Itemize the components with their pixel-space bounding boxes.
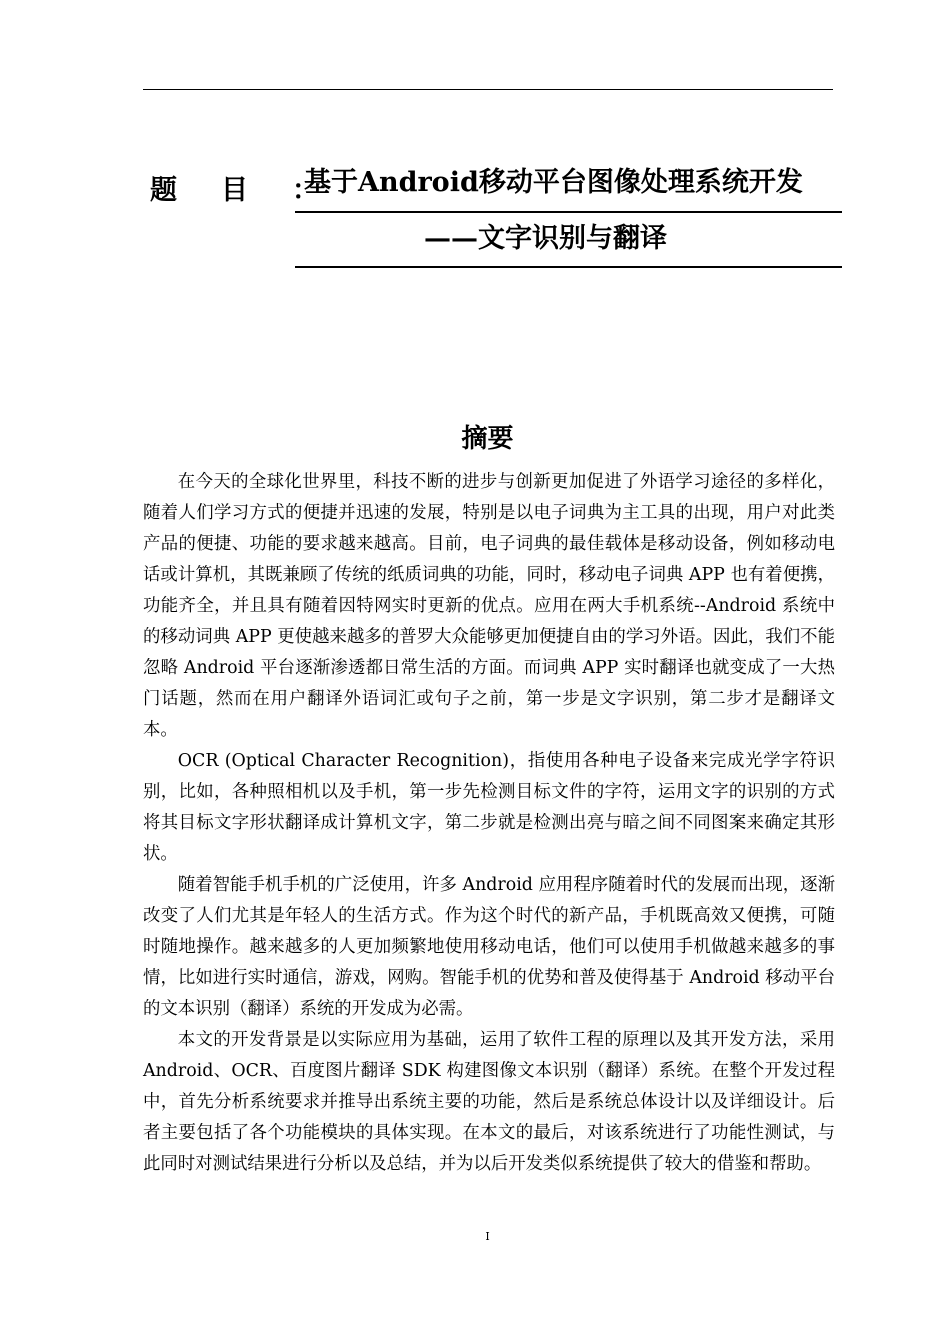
abstract-body xyxy=(143,467,835,1180)
header-rule xyxy=(143,89,833,90)
thesis-subtitle: ——文字识别与翻译 xyxy=(424,223,667,254)
title-underline-2 xyxy=(295,266,842,268)
thesis-title: 基于Android移动平台图像处理系统开发 xyxy=(304,167,803,198)
abstract-paragraph: 本文的开发背景是以实际应用为基础，运用了软件工程的原理以及其开发方法，采用 Android、OCR、百度图片翻译 SDK 构建图像文本识别（翻译）系统。在整个开发过程中，首先分析系统要求并推导出系统主要的功能，然后是系统总体设计以及详细设计。后者主要包括了各个功能模块的具体实现。在本文的最后，对该系统进行了功能性测试，与此同时对测试结果进行分析以及总结，并为以后开发类似系统提供了较大的借鉴和帮助。 xyxy=(143,1030,835,1174)
page-number: I xyxy=(485,1230,490,1243)
abstract-paragraph: OCR (Optical Character Recognition)，指使用各种电子设备来完成光学字符识别，比如，各种照相机以及手机，第一步先检测目标文件的字符，运用文字的识别的方式将其目标文字形状翻译成计算机文字，第二步就是检测出亮与暗之间不同图案来确定其形状。 xyxy=(143,751,835,864)
abstract-paragraph: 在今天的全球化世界里，科技不断的进步与创新更加促进了外语学习途径的多样化，随着人们学习方式的便捷并迅速的发展，特别是以电子词典为主工具的出现，用户对此类产品的便捷、功能的要求越来越高。目前，电子词典的最佳载体是移动设备，例如移动电话或计算机，其既兼顾了传统的纸质词典的功能，同时，移动电子词典 APP 也有着便携，功能齐全，并且具有随着因特网实时更新的优点。应用在两大手机系统--Android 系统中的移动词典 APP 更使越来越多的普罗大众能够更加便捷自由的学习外语。因此，我们不能忽略 Android 平台逐渐渗透都日常生活的方面。而词典 APP 实时翻译也就变成了一大热门话题，然而在用户翻译外语词汇或句子之前，第一步是文字识别，第二步才是翻译文本。 xyxy=(143,472,835,740)
abstract-paragraph: 随着智能手机手机的广泛使用，许多 Android 应用程序随着时代的发展而出现，逐渐改变了人们尤其是年轻人的生活方式。作为这个时代的新产品，手机既高效又便携，可随时随地操作。越来越多的人更加频繁地使用移动电话，他们可以使用手机做越来越多的事情，比如进行实时通信，游戏，网购。智能手机的优势和普及使得基于 Android 移动平台的文本识别（翻译）系统的开发成为必需。 xyxy=(143,875,835,1019)
abstract-heading: 摘要 xyxy=(461,424,514,454)
title-underline-1 xyxy=(295,211,842,213)
title-label: 题目： xyxy=(150,175,363,206)
